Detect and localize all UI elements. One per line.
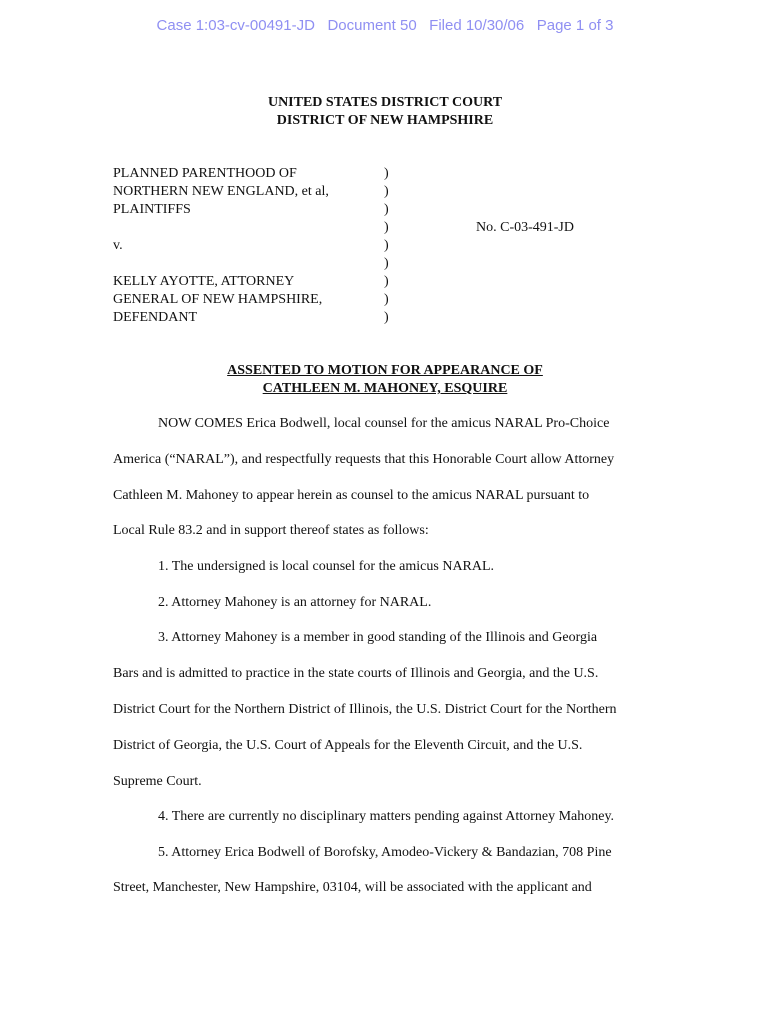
body-line: America (“NARAL”), and respectfully requests that this Honorable Court allow Attorney bbox=[113, 452, 615, 467]
numbered-item: 2. Attorney Mahoney is an attorney for NARAL. bbox=[158, 595, 432, 610]
caption-line: PLANNED PARENTHOOD OF bbox=[113, 166, 297, 181]
court-district: DISTRICT OF NEW HAMPSHIRE bbox=[276, 113, 494, 128]
motion-title bbox=[0, 362, 770, 398]
body-line: Cathleen M. Mahoney to appear herein as counsel to the amicus NARAL pursuant to bbox=[113, 488, 590, 503]
body-line: Street, Manchester, New Hampshire, 03104, will be associated with the applicant and bbox=[113, 880, 592, 895]
caption-paren: ) bbox=[384, 256, 389, 271]
caption-paren: ) bbox=[384, 238, 389, 253]
body-line: Local Rule 83.2 and in support thereof states as follows: bbox=[113, 523, 429, 538]
motion-title-line: ASSENTED TO MOTION FOR APPEARANCE OF bbox=[227, 363, 543, 378]
caption-line: PLAINTIFFS bbox=[113, 202, 191, 217]
caption-paren: ) bbox=[384, 220, 389, 235]
numbered-item: 4. There are currently no disciplinary matters pending against Attorney Mahoney. bbox=[158, 809, 615, 824]
caption-paren: ) bbox=[384, 202, 389, 217]
numbered-item: 3. Attorney Mahoney is a member in good standing of the Illinois and Georgia bbox=[158, 630, 598, 645]
court-heading bbox=[0, 94, 770, 130]
caption-line: KELLY AYOTTE, ATTORNEY bbox=[113, 274, 295, 289]
caption-paren: ) bbox=[384, 274, 389, 289]
caption-parentheses bbox=[384, 165, 389, 327]
body-line: Bars and is admitted to practice in the state courts of Illinois and Georgia, and the U.S. bbox=[113, 666, 599, 681]
caption-line bbox=[113, 255, 373, 273]
caption-paren: ) bbox=[384, 184, 389, 199]
body-line: District Court for the Northern District of Illinois, the U.S. District Court for the Northern bbox=[113, 702, 617, 717]
case-number: No. C-03-491-JD bbox=[476, 220, 574, 235]
numbered-item: 5. Attorney Erica Bodwell of Borofsky, Amodeo-Vickery & Bandazian, 708 Pine bbox=[158, 845, 612, 860]
motion-title-line: CATHLEEN M. MAHONEY, ESQUIRE bbox=[262, 381, 508, 396]
caption-line bbox=[113, 219, 373, 237]
case-caption-parties bbox=[113, 165, 373, 327]
caption-paren: ) bbox=[384, 166, 389, 181]
caption-paren: ) bbox=[384, 292, 389, 307]
caption-paren: ) bbox=[384, 310, 389, 325]
body-line: District of Georgia, the U.S. Court of Appeals for the Eleventh Circuit, and the U.S. bbox=[113, 738, 583, 753]
caption-line: NORTHERN NEW ENGLAND, et al, bbox=[113, 184, 329, 199]
caption-line: GENERAL OF NEW HAMPSHIRE, bbox=[113, 292, 323, 307]
body-line: Supreme Court. bbox=[113, 774, 202, 789]
docket-header-stamp: Case 1:03-cv-00491-JD Document 50 Filed 10/30/06 Page 1 of 3 bbox=[156, 17, 614, 34]
caption-line: DEFENDANT bbox=[113, 310, 197, 325]
court-name: UNITED STATES DISTRICT COURT bbox=[267, 95, 503, 110]
body-line: NOW COMES Erica Bodwell, local counsel for the amicus NARAL Pro-Choice bbox=[158, 416, 610, 431]
numbered-item: 1. The undersigned is local counsel for the amicus NARAL. bbox=[158, 559, 495, 574]
caption-line: v. bbox=[113, 238, 123, 253]
